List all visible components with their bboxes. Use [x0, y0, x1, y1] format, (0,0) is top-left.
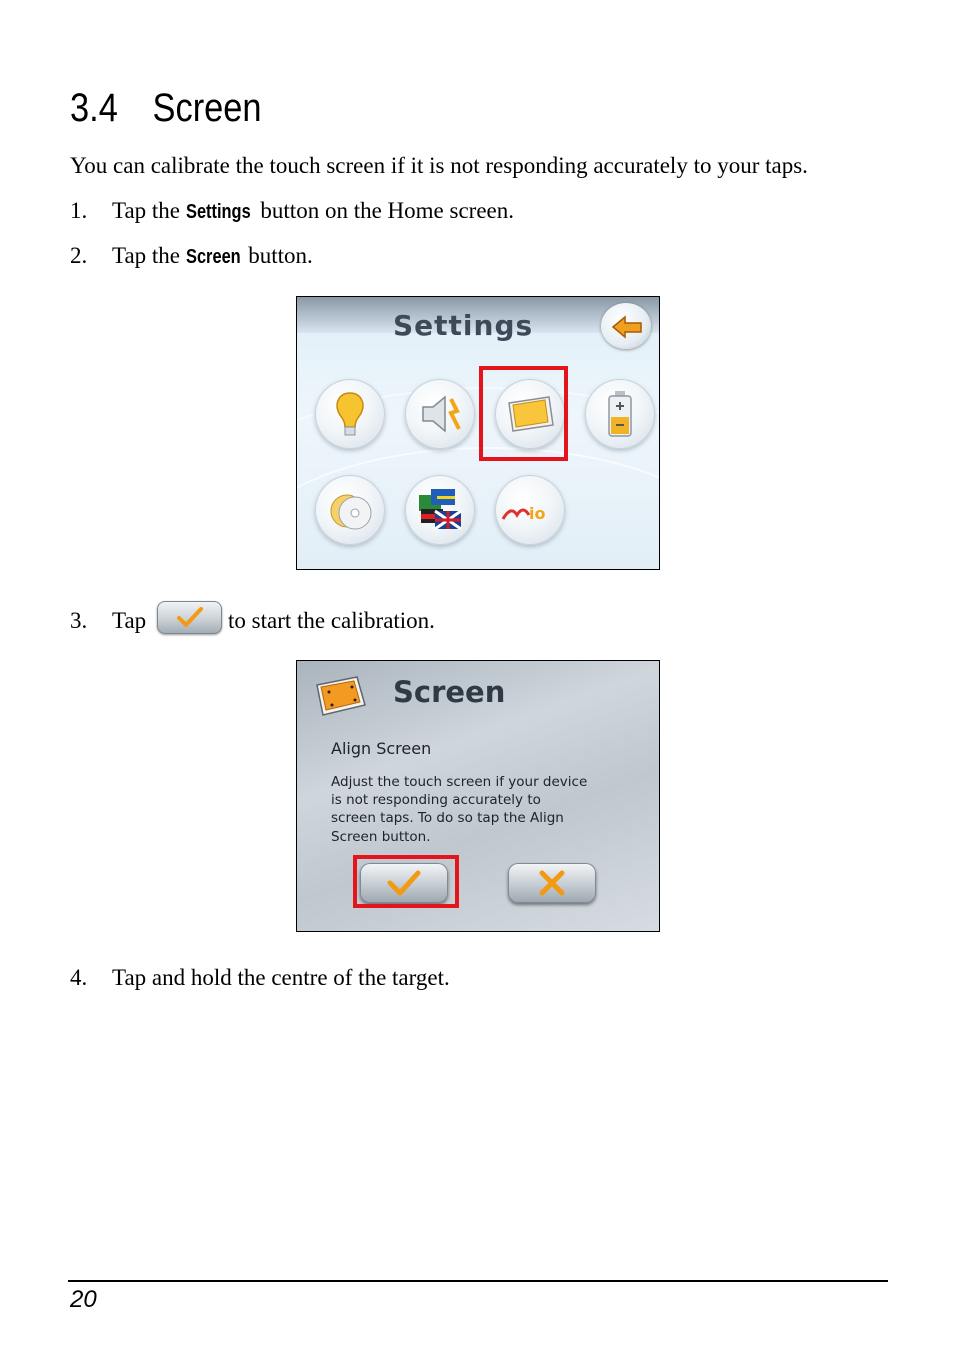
flags-icon	[405, 475, 475, 545]
settings-title: Settings	[393, 309, 534, 342]
cancel-button[interactable]	[508, 863, 596, 903]
step-text: Tap	[112, 608, 147, 633]
step-text: Tap the	[112, 198, 186, 223]
back-button[interactable]	[601, 303, 651, 349]
align-screen-label: Align Screen	[331, 739, 432, 758]
settings-term: Settings	[185, 201, 251, 223]
step-text: to start the calibration.	[228, 608, 435, 633]
backlight-button[interactable]	[315, 379, 385, 449]
highlight-frame	[353, 855, 459, 908]
step-text: button on the Home screen.	[254, 198, 514, 223]
settings-screenshot	[296, 296, 660, 570]
volume-button[interactable]	[405, 379, 475, 449]
page-number: 20	[70, 1286, 97, 1313]
screen-term: Screen	[185, 246, 241, 268]
highlight-frame	[479, 366, 568, 461]
step-text: Tap the	[112, 243, 186, 268]
intro-paragraph: You can calibrate the touch screen if it is not responding accurately to your taps.	[70, 153, 808, 178]
check-icon	[157, 601, 222, 634]
language-button[interactable]	[405, 475, 475, 545]
battery-icon	[585, 379, 655, 449]
step-number: 4.	[70, 965, 88, 990]
confirm-button-inline	[157, 601, 222, 634]
section-heading	[70, 84, 262, 132]
back-arrow-icon	[601, 303, 651, 349]
mio-logo-icon	[495, 475, 565, 545]
section-title: Screen	[152, 86, 262, 130]
step-text: button.	[242, 243, 313, 268]
footer-rule	[68, 1280, 888, 1282]
screen-icon	[311, 671, 371, 723]
section-number: 3.4	[70, 86, 118, 130]
about-button[interactable]	[315, 475, 385, 545]
step-number: 3.	[70, 608, 88, 633]
description-text: Adjust the touch screen if your device is not responding accurately to screen taps. To do so tap the Align Screen button.	[331, 774, 588, 845]
speaker-icon	[405, 379, 475, 449]
mio-button[interactable]	[495, 475, 565, 545]
svg-text:io: io	[529, 504, 546, 523]
step-number: 1.	[70, 198, 88, 223]
screen-screenshot	[296, 660, 660, 932]
lightbulb-icon	[315, 379, 385, 449]
cancel-x-icon	[508, 863, 596, 903]
disc-icon	[315, 475, 385, 545]
step-text: Tap and hold the centre of the target.	[112, 965, 450, 990]
step-number: 2.	[70, 243, 88, 268]
battery-button[interactable]	[585, 379, 655, 449]
screen-title: Screen	[393, 675, 506, 709]
